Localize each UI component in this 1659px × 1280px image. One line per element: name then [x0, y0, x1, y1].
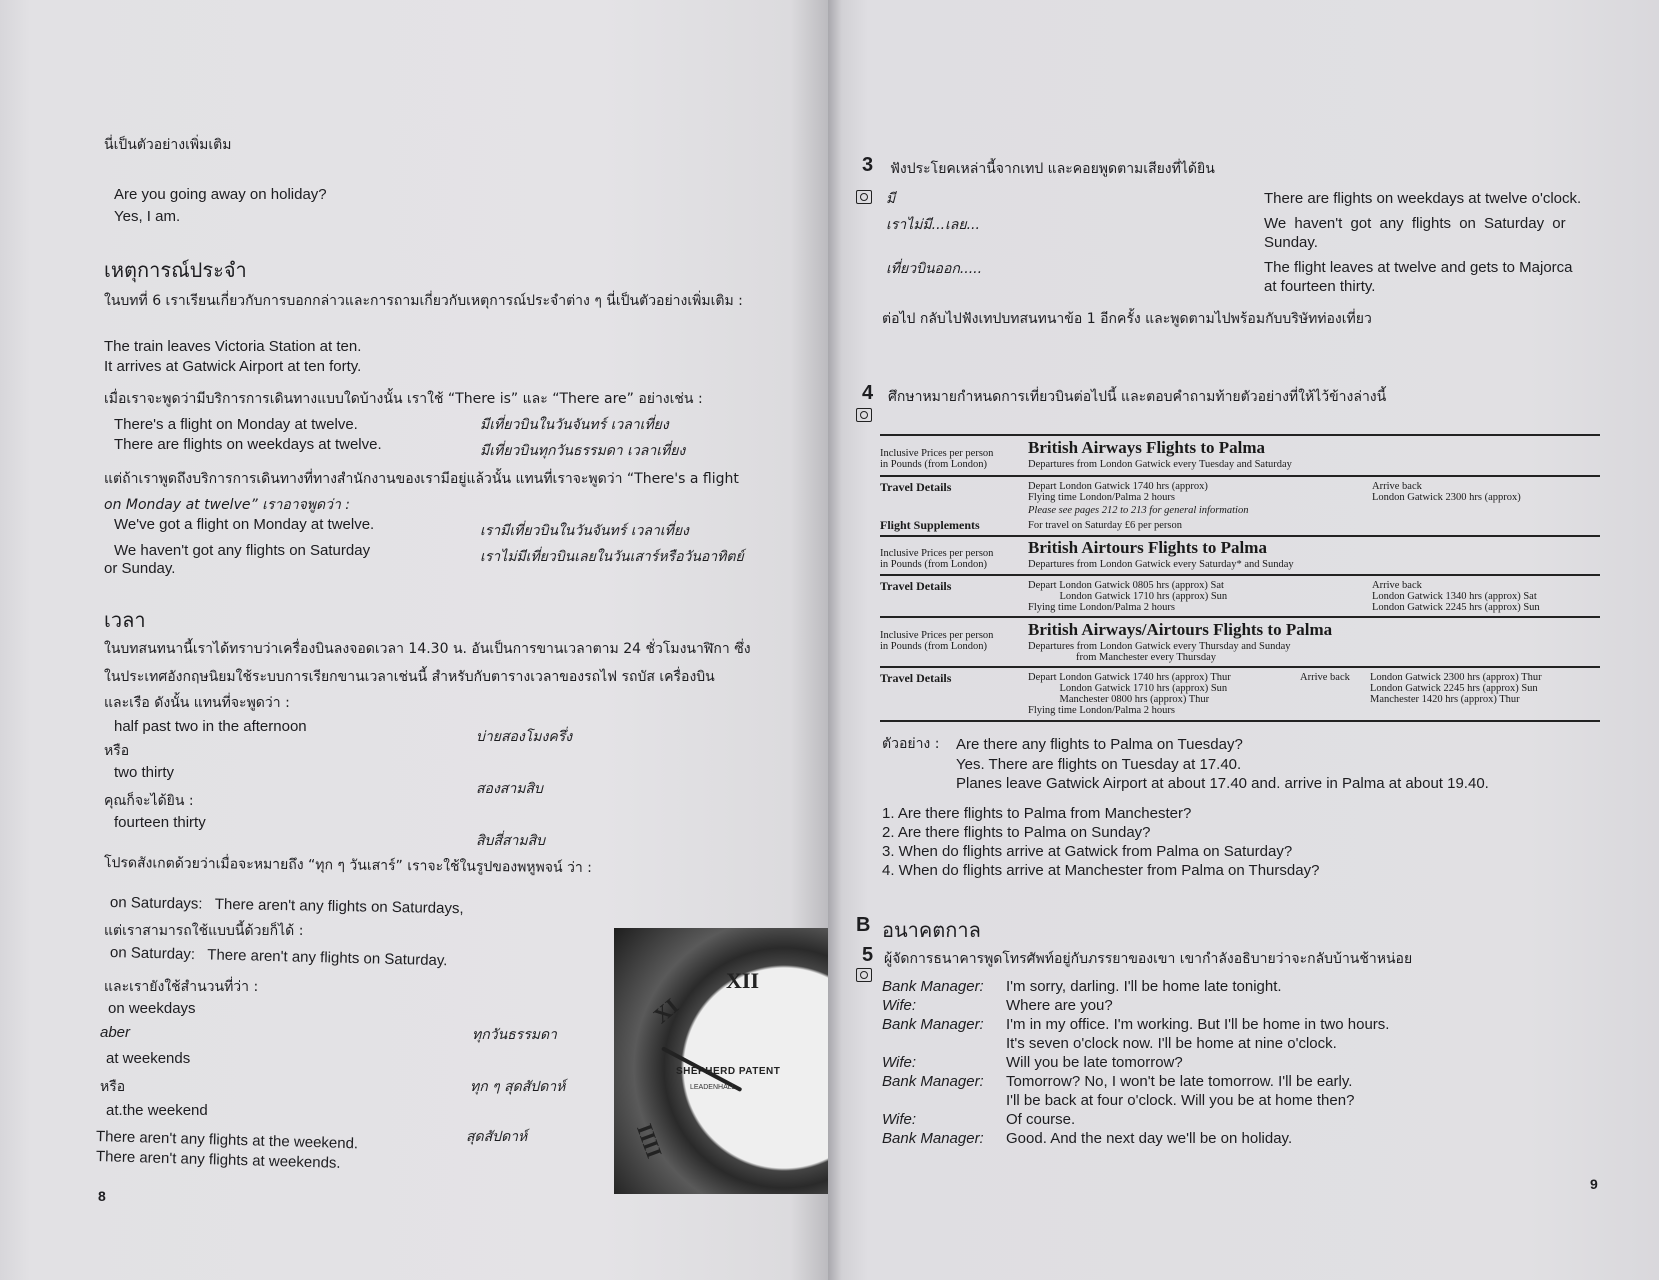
- tt3-price-label: Inclusive Prices per person in Pounds (from London): [880, 630, 994, 652]
- on-saturdays-text: There aren't any flights on Saturdays,: [214, 895, 464, 918]
- on-saturdays: [110, 894, 464, 917]
- or-2: หรือ: [100, 1079, 126, 1095]
- clock-numeral: XII: [726, 968, 760, 993]
- speaker: Bank Manager:: [882, 1130, 984, 1147]
- section-heading-time: เวลา: [104, 608, 146, 632]
- dialogue-line: It's seven o'clock now. I'll be home at nine o'clock.: [1006, 1035, 1337, 1052]
- intro-example-2: Yes, I am.: [114, 208, 181, 225]
- clock-numeral: XI: [648, 993, 684, 1029]
- speaker: Bank Manager:: [882, 1016, 984, 1033]
- cassette-tape-icon: [856, 190, 872, 204]
- time-pair-2-en: two thirty: [114, 764, 175, 781]
- rule: [880, 574, 1600, 576]
- question-2: 2. Are there flights to Palma on Sunday?: [882, 824, 1151, 841]
- time-pair-3-en: fourteen thirty: [114, 814, 206, 831]
- page-number-left: 8: [98, 1188, 106, 1204]
- dialogue-line: I'm sorry, darling. I'll be home late tonight.: [1006, 978, 1282, 995]
- there-pair-2-th: มีเที่ยวบินทุกวันธรรมดา เวลาเที่ยง: [480, 443, 686, 459]
- you-hear: คุณก็จะได้ยิน :: [104, 793, 194, 809]
- rule: [880, 475, 1600, 477]
- tt3-depart: Depart London Gatwick 1740 hrs (approx) Thur London Gatwick 1710 hrs (approx) Sun Manchester 0800 hrs (approx) Thur Flying time London/Palma 2 hours: [1028, 672, 1231, 716]
- exercise-4-number: 4: [862, 382, 874, 404]
- at-the-weekend: at.the weekend: [106, 1102, 208, 1119]
- there-pair-1-th: มีเที่ยวบินในวันจันทร์ เวลาเที่ยง: [480, 417, 669, 433]
- time-para-1: ในบทสนทนานี้เราได้ทราบว่าเครื่องบินลงจอดเวลา 14.30 น. อันเป็นการขานเวลาตาม 24 ชั่วโมงนาฬิกา ซึ่ง: [104, 641, 751, 657]
- tt1-price-label: Inclusive Prices per person in Pounds (from London): [880, 448, 994, 470]
- exercise-5-number: 5: [862, 944, 874, 966]
- dialogue-line: Tomorrow? No, I won't be late tomorrow. I'll be early.: [1006, 1073, 1353, 1090]
- there-is-intro: เมื่อเราจะพูดว่ามีบริการการเดินทางแบบใดบ้างนั้น เราใช้ “There is” และ “There are” อย่างเช่น :: [104, 391, 703, 407]
- on-saturday: [110, 944, 448, 969]
- tt3-departures-1: Departures from London Gatwick every Thursday and Sunday: [1028, 641, 1291, 652]
- dialogue-line: I'll be back at four o'clock. Will you be at home then?: [1006, 1092, 1355, 1109]
- left-page: [0, 0, 828, 1280]
- final-1: There aren't any flights at the weekend.: [95, 1128, 359, 1153]
- there-pair-2-en: There are flights on weekdays at twelve.: [114, 436, 382, 453]
- time-pair-1-th: บ่ายสองโมงครึ่ง: [476, 729, 573, 745]
- final-2: There aren't any flights at weekends.: [95, 1148, 341, 1172]
- exercise-5-instruction: ผู้จัดการธนาคารพูดโทรศัพท์อยู่กับภรรยาของเขา เขากำลังอธิบายว่าจะกลับบ้านช้าหน่อย: [884, 951, 1413, 967]
- routine-example-2: It arrives at Gatwick Airport at ten forty.: [104, 358, 362, 375]
- time-pair-3-th: สิบสี่สามสิบ: [476, 833, 546, 849]
- routine-intro: ในบทที่ 6 เราเรียนเกี่ยวกับการบอกกล่าวและการถามเกี่ยวกับเหตุการณ์ประจำต่าง ๆ นี่เป็นตัวอย่างเพิ่มเติม :: [104, 293, 743, 309]
- routine-example-1: The train leaves Victoria Station at ten.: [104, 338, 362, 355]
- rule: [880, 434, 1600, 436]
- tt2-price-label: Inclusive Prices per person in Pounds (from London): [880, 548, 994, 570]
- dialogue-line: I'm in my office. I'm working. But I'll be home in two hours.: [1006, 1016, 1390, 1033]
- speaker: Wife:: [882, 1054, 917, 1071]
- plural-note: โปรดสังเกตด้วยว่าเมื่อจะหมายถึง “ทุก ๆ วันเสาร์” เราจะใช้ในรูปของพหูพจน์ ว่า :: [103, 855, 592, 877]
- intro-example-1: Are you going away on holiday?: [114, 186, 327, 203]
- ex3-row-2-en-2: Sunday.: [1264, 234, 1318, 251]
- example-label: ตัวอย่าง :: [882, 736, 940, 752]
- tt3-arrive-label: Arrive back: [1300, 672, 1350, 683]
- exercise-4-instruction: ศึกษาหมายกำหนดการเที่ยวบินต่อไปนี้ และตอบคำถามท้ายตัวอย่างที่ให้ไว้ข้างล่างนี้: [888, 389, 1387, 405]
- ex3-row-3-en-1: The flight leaves at twelve and gets to Majorca: [1264, 259, 1573, 276]
- tt3-arrive: London Gatwick 2300 hrs (approx) Thur London Gatwick 2245 hrs (approx) Sun Manchester 1420 hrs (approx) Thur: [1370, 672, 1542, 705]
- tt2-title: British Airtours Flights to Palma: [1028, 538, 1267, 557]
- clock-subtitle: LEADENHALL: [690, 1084, 736, 1091]
- tt1-title: British Airways Flights to Palma: [1028, 438, 1266, 457]
- time-para-3: และเรือ ดังนั้น แทนที่จะพูดว่า :: [104, 695, 290, 711]
- dialogue-line: Will you be late tomorrow?: [1006, 1054, 1183, 1071]
- clock-brand-text: SHEPHERD PATENT: [676, 1066, 781, 1077]
- weekdays-th: ทุกวันธรรมดา: [472, 1027, 557, 1043]
- on-saturdays-label: on Saturdays:: [109, 894, 203, 913]
- section-heading-routine: เหตุการณ์ประจำ: [104, 258, 247, 282]
- got-pair-2-th: เราไม่มีเที่ยวบินเลยในวันเสาร์หรือวันอาทิตย์: [480, 549, 744, 565]
- ex3-followup: ต่อไป กลับไปฟังเทปบทสนทนาข้อ 1 อีกครั้ง และพูดตามไปพร้อมกับบริษัทท่องเที่ยว: [882, 311, 1372, 327]
- page-number-right: 9: [1590, 1176, 1598, 1192]
- question-3: 3. When do flights arrive at Gatwick from Palma on Saturday?: [882, 843, 1293, 860]
- tt3-departures-2: from Manchester every Thursday: [1076, 652, 1217, 663]
- tt1-supplement: For travel on Saturday £6 per person: [1028, 520, 1182, 531]
- question-4: 4. When do flights arrive at Manchester from Palma on Thursday?: [882, 862, 1320, 879]
- cassette-tape-icon: [856, 968, 872, 982]
- tt2-depart: Depart London Gatwick 0805 hrs (approx) Sat London Gatwick 1710 hrs (approx) Sun Flying time London/Palma 2 hours: [1028, 580, 1228, 613]
- ex3-row-1-th: มี: [886, 191, 896, 207]
- weekend-th: สุดสัปดาห์: [466, 1129, 528, 1145]
- time-pair-2-th: สองสามสิบ: [476, 781, 543, 797]
- example-line-1: Are there any flights to Palma on Tuesday?: [956, 736, 1243, 753]
- exercise-3-instruction: ฟังประโยคเหล่านี้จากเทป และคอยพูดตามเสียงที่ได้ยิน: [890, 161, 1215, 177]
- got-intro-1: แต่ถ้าเราพูดถึงบริการการเดินทางที่ทางสำนักงานของเรามีอยู่แล้วนั้น แทนที่เราจะพูดว่า “There's a flight: [104, 471, 739, 487]
- tt3-details-label: Travel Details: [880, 671, 952, 685]
- got-pair-1-en: We've got a flight on Monday at twelve.: [114, 516, 375, 533]
- time-para-2: ในประเทศอังกฤษนิยมใช้ระบบการเรียกขานเวลาเช่นนี้ สำหรับกับตารางเวลาของรถไฟ รถบัส เครื่องบิน: [104, 669, 715, 685]
- can-also: แต่เราสามารถใช้แบบนี้ด้วยก็ได้ :: [104, 923, 304, 939]
- dialogue-line: Good. And the next day we'll be on holiday.: [1006, 1130, 1293, 1147]
- tt1-depart: Depart London Gatwick 1740 hrs (approx) Flying time London/Palma 2 hours: [1028, 481, 1208, 503]
- clock-numeral: IIII: [631, 1120, 668, 1162]
- at-weekends: at weekends: [106, 1050, 191, 1067]
- tt1-departures: Departures from London Gatwick every Tuesday and Saturday: [1028, 459, 1292, 470]
- tt2-details-label: Travel Details: [880, 579, 952, 593]
- ex3-row-1-en: There are flights on weekdays at twelve o'clock.: [1264, 190, 1582, 207]
- dialogue-line: Of course.: [1006, 1111, 1076, 1128]
- speaker: Wife:: [882, 1111, 917, 1128]
- rule: [880, 535, 1600, 537]
- rule: [880, 666, 1600, 668]
- on-weekdays: on weekdays: [108, 1000, 196, 1017]
- question-1: 1. Are there flights to Palma from Manchester?: [882, 805, 1192, 822]
- ex3-row-3-en-2: at fourteen thirty.: [1264, 278, 1376, 295]
- tt1-note: Please see pages 212 to 213 for general information: [1028, 505, 1249, 516]
- ex3-row-2-th: เราไม่มี...เลย...: [886, 217, 980, 233]
- there-pair-1-en: There's a flight on Monday at twelve.: [114, 416, 358, 433]
- rule: [880, 720, 1600, 722]
- or-1: หรือ: [104, 743, 130, 759]
- speaker: Wife:: [882, 997, 917, 1014]
- example-line-2: Yes. There are flights on Tuesday at 17.40.: [956, 756, 1242, 773]
- also-use: และเรายังใช้สำนวนที่ว่า :: [104, 979, 259, 995]
- got-pair-2-en2: or Sunday.: [104, 560, 176, 577]
- clock-photo: [614, 928, 828, 1194]
- intro-label: นี่เป็นตัวอย่างเพิ่มเติม: [104, 137, 232, 153]
- on-saturday-text: There aren't any flights on Saturday.: [207, 946, 448, 970]
- section-b-heading: อนาคตกาล: [882, 918, 981, 942]
- dialogue-line: Where are you?: [1006, 997, 1113, 1014]
- tt1-supplement-label: Flight Supplements: [880, 518, 980, 532]
- tt1-arrive: Arrive back London Gatwick 2300 hrs (approx): [1372, 481, 1521, 503]
- got-pair-2-en: We haven't got any flights on Saturday: [114, 542, 371, 559]
- time-pair-1-en: half past two in the afternoon: [114, 718, 307, 735]
- ex3-row-3-th: เที่ยวบินออก.....: [886, 261, 983, 277]
- tt3-title: British Airways/Airtours Flights to Palma: [1028, 620, 1333, 639]
- got-pair-1-th: เรามีเที่ยวบินในวันจันทร์ เวลาเที่ยง: [480, 523, 689, 539]
- speaker: Bank Manager:: [882, 978, 984, 995]
- on-saturday-label: on Saturday:: [109, 944, 196, 964]
- weekends-th: ทุก ๆ สุดสัปดาห์: [470, 1079, 566, 1095]
- example-line-3: Planes leave Gatwick Airport at about 17.40 and. arrive in Palma at about 19.40.: [956, 775, 1489, 792]
- ex3-row-2-en-1: We haven't got any flights on Saturday or: [1264, 215, 1566, 232]
- cassette-tape-icon: [856, 408, 872, 422]
- tt2-arrive: Arrive back London Gatwick 1340 hrs (approx) Sat London Gatwick 2245 hrs (approx) Sun: [1372, 580, 1540, 613]
- got-intro-2: on Monday at twelve” เราอาจพูดว่า :: [104, 497, 351, 513]
- exercise-3-number: 3: [862, 154, 874, 176]
- tt1-details-label: Travel Details: [880, 480, 952, 494]
- aber: aber: [100, 1024, 131, 1041]
- speaker: Bank Manager:: [882, 1073, 984, 1090]
- section-b-letter: B: [856, 914, 871, 936]
- rule: [880, 616, 1600, 618]
- tt2-departures: Departures from London Gatwick every Saturday* and Sunday: [1028, 559, 1294, 570]
